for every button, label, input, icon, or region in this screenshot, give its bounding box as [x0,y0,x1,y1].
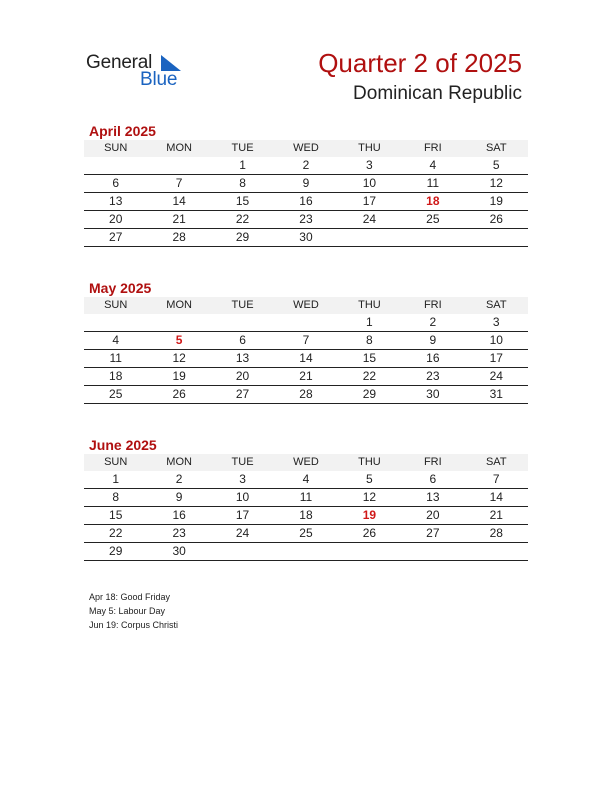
week-row [84,157,528,175]
day-cell: 4 [401,157,464,175]
week-row [84,314,528,332]
day-cell [274,543,337,561]
day-cell: 20 [401,507,464,525]
weekday-header: WED [274,140,337,157]
day-cell: 12 [147,350,210,368]
month-calendar [84,122,528,247]
holiday-day-cell: 19 [338,507,401,525]
day-cell: 2 [274,157,337,175]
day-cell: 14 [274,350,337,368]
weekday-header: SUN [84,297,147,314]
day-cell: 6 [84,175,147,193]
day-cell: 13 [84,193,147,211]
day-cell [338,229,401,247]
day-cell: 30 [147,543,210,561]
weekday-header: TUE [211,140,274,157]
month-calendar [84,436,528,561]
day-cell [211,314,274,332]
day-cell: 31 [465,386,528,404]
day-cell: 26 [147,386,210,404]
day-cell: 14 [147,193,210,211]
weekday-header: TUE [211,454,274,471]
weekday-header-row [84,140,528,157]
day-cell [84,157,147,175]
day-cell: 25 [274,525,337,543]
weekday-header: FRI [401,297,464,314]
day-cell: 27 [211,386,274,404]
week-row [84,229,528,247]
week-row [84,175,528,193]
month-title: April 2025 [89,123,156,139]
day-cell: 7 [274,332,337,350]
day-cell: 10 [211,489,274,507]
weekday-header-row [84,297,528,314]
holiday-note: May 5: Labour Day [89,606,166,616]
country-name: Dominican Republic [353,83,522,104]
day-cell: 19 [465,193,528,211]
day-cell: 11 [274,489,337,507]
day-cell: 24 [211,525,274,543]
weekday-header: THU [338,297,401,314]
weekday-header: MON [147,454,210,471]
day-cell [465,229,528,247]
logo-text-blue: Blue [140,69,178,90]
day-cell: 9 [401,332,464,350]
logo-text-general: General [86,52,153,73]
day-cell: 13 [401,489,464,507]
holiday-note: Apr 18: Good Friday [89,592,171,602]
weekday-header-row [84,454,528,471]
day-cell: 16 [147,507,210,525]
day-cell: 7 [465,471,528,489]
weekday-header: THU [338,454,401,471]
weekday-header: MON [147,140,210,157]
day-cell: 25 [401,211,464,229]
day-cell: 11 [401,175,464,193]
day-cell: 4 [84,332,147,350]
day-cell: 8 [338,332,401,350]
month-calendar [84,279,528,404]
day-cell: 21 [465,507,528,525]
day-cell: 3 [338,157,401,175]
weekday-header: FRI [401,454,464,471]
day-cell: 2 [401,314,464,332]
day-cell: 23 [274,211,337,229]
holiday-notes [89,590,178,632]
month-title: May 2025 [89,280,152,296]
day-cell: 28 [465,525,528,543]
weekday-header: FRI [401,140,464,157]
day-cell: 15 [84,507,147,525]
day-cell: 29 [84,543,147,561]
day-cell: 22 [84,525,147,543]
day-cell [401,543,464,561]
day-cell: 28 [274,386,337,404]
logo [86,52,196,88]
page-title: Quarter 2 of 2025 [318,48,522,78]
holiday-note: Jun 19: Corpus Christi [89,620,179,630]
day-cell [338,543,401,561]
weekday-header: SAT [465,297,528,314]
day-cell: 16 [274,193,337,211]
day-cell: 22 [338,368,401,386]
day-cell: 11 [84,350,147,368]
day-cell: 8 [211,175,274,193]
day-cell: 9 [274,175,337,193]
week-row [84,211,528,229]
day-cell [401,229,464,247]
day-cell: 23 [147,525,210,543]
day-cell [147,314,210,332]
week-row [84,350,528,368]
day-cell: 29 [338,386,401,404]
week-row [84,368,528,386]
holiday-day-cell: 5 [147,332,210,350]
day-cell: 21 [274,368,337,386]
weekday-header: SAT [465,140,528,157]
month-grid [84,140,528,247]
day-cell: 13 [211,350,274,368]
day-cell: 17 [211,507,274,525]
day-cell: 1 [84,471,147,489]
day-cell: 25 [84,386,147,404]
week-row [84,489,528,507]
day-cell: 3 [211,471,274,489]
day-cell: 5 [338,471,401,489]
weekday-header: SUN [84,140,147,157]
day-cell: 10 [338,175,401,193]
week-row [84,543,528,561]
day-cell: 12 [338,489,401,507]
day-cell: 16 [401,350,464,368]
day-cell: 6 [401,471,464,489]
day-cell: 24 [465,368,528,386]
day-cell: 15 [211,193,274,211]
day-cell: 30 [401,386,464,404]
day-cell [84,314,147,332]
day-cell: 5 [465,157,528,175]
week-row [84,525,528,543]
day-cell: 9 [147,489,210,507]
day-cell: 3 [465,314,528,332]
week-row [84,471,528,489]
month-title: June 2025 [89,437,157,453]
day-cell: 28 [147,229,210,247]
weekday-header: WED [274,454,337,471]
day-cell: 24 [338,211,401,229]
day-cell: 1 [211,157,274,175]
day-cell: 29 [211,229,274,247]
day-cell: 17 [338,193,401,211]
day-cell: 15 [338,350,401,368]
day-cell: 21 [147,211,210,229]
day-cell: 30 [274,229,337,247]
day-cell: 17 [465,350,528,368]
day-cell: 7 [147,175,210,193]
day-cell: 12 [465,175,528,193]
day-cell: 2 [147,471,210,489]
day-cell [465,543,528,561]
month-grid [84,297,528,404]
day-cell: 23 [401,368,464,386]
week-row [84,332,528,350]
day-cell: 18 [84,368,147,386]
holiday-day-cell: 18 [401,193,464,211]
day-cell: 20 [211,368,274,386]
day-cell: 19 [147,368,210,386]
week-row [84,386,528,404]
weekday-header: SUN [84,454,147,471]
day-cell: 8 [84,489,147,507]
month-grid [84,454,528,561]
day-cell [211,543,274,561]
week-row [84,507,528,525]
weekday-header: TUE [211,297,274,314]
day-cell: 1 [338,314,401,332]
day-cell: 14 [465,489,528,507]
day-cell: 26 [465,211,528,229]
day-cell: 26 [338,525,401,543]
day-cell [274,314,337,332]
week-row [84,193,528,211]
day-cell: 6 [211,332,274,350]
day-cell: 20 [84,211,147,229]
day-cell: 27 [84,229,147,247]
weekday-header: MON [147,297,210,314]
day-cell [147,157,210,175]
day-cell: 4 [274,471,337,489]
day-cell: 27 [401,525,464,543]
weekday-header: WED [274,297,337,314]
weekday-header: THU [338,140,401,157]
day-cell: 22 [211,211,274,229]
day-cell: 18 [274,507,337,525]
weekday-header: SAT [465,454,528,471]
day-cell: 10 [465,332,528,350]
